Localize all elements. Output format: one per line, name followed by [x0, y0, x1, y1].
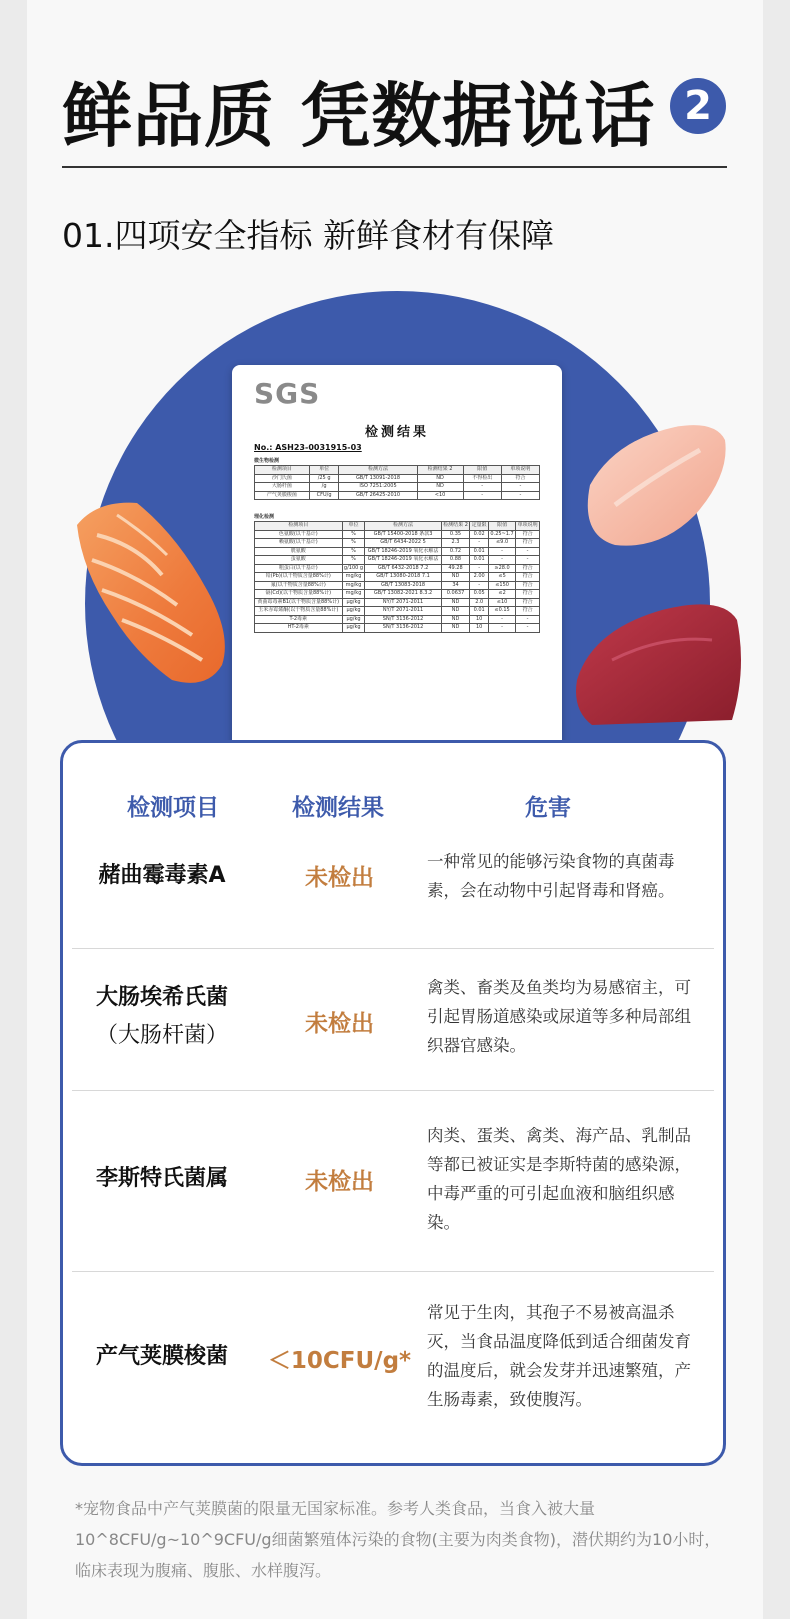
table-row: [72, 949, 714, 1090]
report-table-cell: -: [463, 491, 501, 500]
header-test-item: 检测项目: [127, 795, 219, 821]
report-table-cell: 氟(以干物质含量88%计): [255, 581, 343, 590]
report-table-cell: 大肠杆菌: [255, 483, 310, 492]
report-table-header: [255, 466, 540, 475]
report-table-cell: %: [342, 530, 365, 539]
table-row: [72, 829, 714, 922]
report-table-cell: GB/T 18246-2019 氧化水解法: [365, 556, 441, 565]
report-table-cell: ND: [417, 474, 463, 483]
report-table-cell: ND: [441, 624, 470, 633]
report-table-cell: 0.88: [441, 556, 470, 565]
report-table-cell: -: [463, 483, 501, 492]
report-table-cell: GB/T 18246-2019 氧化水解法: [365, 547, 441, 556]
report-table-cell: 符合: [501, 474, 539, 483]
report-table-cell: -: [516, 615, 540, 624]
row-harm: 肉类、蛋类、禽类、海产品、乳制品等都已被证实是李斯特菌的感染源，中毒严重的可引起血液和脑组织感染。: [427, 1126, 691, 1232]
report-table-cell: ≥28.0: [488, 564, 515, 573]
report-table-row: [255, 474, 540, 483]
row-item-alias: （大肠杆菌）: [95, 1023, 228, 1048]
sgs-logo: SGS: [254, 377, 321, 410]
report-table-cell: 限值: [463, 466, 501, 475]
report-table-cell: 符合: [516, 530, 540, 539]
section-subtitle: 01.四项安全指标 新鲜食材有保障: [62, 216, 554, 255]
row-item: 产气荚膜梭菌: [95, 1344, 228, 1369]
report-table-row: [255, 530, 540, 539]
report-table-cell: ≤150: [488, 581, 515, 590]
report-table-cell: 符合: [516, 590, 540, 599]
report-table-cell: 符合: [516, 581, 540, 590]
report-table-row: [255, 607, 540, 616]
report-table-cell: ≤9.0: [488, 539, 515, 548]
report-table-cell: 定量限: [471, 522, 487, 528]
report-table-cell: HT-2毒素: [255, 624, 343, 633]
report-table-cell: 胱氨酸: [255, 547, 343, 556]
report-table-cell: mg/kg: [342, 590, 365, 599]
table-row: [72, 1272, 714, 1452]
report-table-cell: 0.05: [470, 590, 489, 599]
report-table-cell: mg/kg: [342, 573, 365, 582]
report-table-cell: 检测结果 2: [417, 466, 463, 475]
report-table-row: [255, 483, 540, 492]
report-table-cell: CFU/g: [309, 491, 339, 500]
report-table-cell: 0.02: [470, 530, 489, 539]
report-table-cell: /g: [309, 483, 339, 492]
report-table-cell: -: [488, 556, 515, 565]
report-table-cell: 符合: [516, 598, 540, 607]
report-table-cell: -: [488, 624, 515, 633]
report-table-cell: 符合: [516, 573, 540, 582]
row-harm: 一种常见的能够污染食物的真菌毒素，会在动物中引起肾毒和肾癌。: [427, 852, 675, 900]
report-table-cell: GB/T 13083-2018: [365, 581, 441, 590]
report-table-cell: μg/kg: [342, 615, 365, 624]
report-table-cell: 单位: [342, 522, 365, 531]
report-table-cell: 0.72: [441, 547, 470, 556]
row-harm: 禽类、畜类及鱼类均为易感宿主，可引起胃肠道感染或尿道等多种局部组织器官感染。: [427, 978, 691, 1055]
report-table-cell: 单项说明: [517, 522, 538, 528]
row-item: [72, 979, 252, 1055]
row-result: 未检出: [305, 865, 374, 891]
report-table-cell: 符合: [516, 564, 540, 573]
report-table-cell: 色氨酸(以干基计): [255, 530, 343, 539]
report-table-cell: GB/T 13082-2021 8.3.2: [365, 590, 441, 599]
report-table-cell: ND: [441, 573, 470, 582]
report-section-microbiology: 微生物检测: [254, 458, 280, 464]
report-table-cell: 2.3: [441, 539, 470, 548]
report-table-cell: 2.00: [470, 573, 489, 582]
report-table-cell: μg/kg: [342, 624, 365, 633]
chicken-breast-image: [575, 415, 735, 565]
row-item: 赭曲霉毒素A: [98, 863, 226, 888]
report-table-microbiology: [254, 465, 540, 500]
report-table-cell: 镉(Cd)(以干物质含量88%计): [255, 590, 343, 599]
table-row: [72, 1091, 714, 1271]
report-table-cell: 产气荚膜梭菌: [255, 491, 310, 500]
report-table-cell: 0.01: [470, 547, 489, 556]
report-table-cell: /25 g: [309, 474, 339, 483]
report-table-cell: 检测方法: [365, 522, 441, 531]
report-table-cell: 赖氨酸(以干基计): [255, 539, 343, 548]
report-table-cell: -: [470, 564, 489, 573]
report-table-cell: 检测项目: [255, 466, 310, 475]
report-table-cell: ND: [417, 483, 463, 492]
report-table-cell: 符合: [516, 607, 540, 616]
report-table-cell: GB/T 26425-2010: [339, 491, 417, 500]
raw-beef-image: [572, 590, 752, 750]
report-table-cell: 沙门氏菌: [255, 474, 310, 483]
report-table-cell: GB/T 13091-2018: [339, 474, 417, 483]
row-result: 未检出: [305, 1169, 374, 1195]
report-table-cell: mg/kg: [342, 581, 365, 590]
report-table-cell: -: [516, 547, 540, 556]
report-table-row: [255, 598, 540, 607]
row-item-name: 大肠埃希氏菌: [95, 985, 228, 1010]
report-table-cell: %: [342, 539, 365, 548]
report-table-cell: GB/T 15400-2018 条款3: [365, 530, 441, 539]
page: [27, 0, 763, 1619]
report-table-cell: 0.0637: [441, 590, 470, 599]
sgs-test-report: [232, 365, 562, 765]
report-table-cell: GB/T 6434-2022 5: [365, 539, 441, 548]
report-section-physchem: 理化检测: [254, 514, 275, 520]
report-table-header: [255, 522, 540, 531]
report-table-row: [255, 539, 540, 548]
page-title: 鲜品质 凭数据说话: [62, 75, 656, 157]
salmon-image: [67, 495, 237, 695]
report-table-cell: ND: [441, 615, 470, 624]
report-table-cell: SN/T 3136-2012: [365, 624, 441, 633]
report-table-row: [255, 581, 540, 590]
header-test-result: 检测结果: [292, 795, 384, 821]
report-table-cell: -: [470, 539, 489, 548]
report-table-cell: 限值: [488, 522, 515, 531]
report-table-cell: 34: [441, 581, 470, 590]
report-table-cell: T-2毒素: [255, 615, 343, 624]
report-table-row: [255, 615, 540, 624]
report-table-cell: 铅(Pb)(以干物质含量88%计): [255, 573, 343, 582]
report-table-cell: 10: [470, 615, 489, 624]
report-table-physchem: [254, 521, 540, 633]
report-table-cell: 49.28: [441, 564, 470, 573]
report-table-row: [255, 491, 540, 500]
report-table-cell: -: [488, 547, 515, 556]
report-table-cell: GB/T 6432-2018 7.2: [365, 564, 441, 573]
report-table-row: [255, 624, 540, 633]
report-table-cell: NY/T 2071-2011: [365, 607, 441, 616]
report-table-cell: μg/kg: [342, 607, 365, 616]
report-table-cell: 0.35: [441, 530, 470, 539]
row-harm: 常见于生肉，其孢子不易被高温杀灭，当食品温度降低到适合细菌发育的温度后，就会发芽并迅速繁殖，产生肠毒素，致使腹泻。: [427, 1303, 691, 1409]
report-table-cell: SN/T 3136-2012: [365, 615, 441, 624]
report-table-cell: -: [516, 556, 540, 565]
report-table-cell: 单位: [309, 466, 339, 475]
header-hazard: 危害: [525, 795, 571, 821]
row-item: 李斯特氏菌属: [95, 1166, 228, 1191]
report-table-cell: ISO 7251:2005: [339, 483, 417, 492]
report-table-row: [255, 590, 540, 599]
report-table-cell: ND: [441, 607, 470, 616]
report-table-cell: 粗蛋白(以干基计): [255, 564, 343, 573]
report-table-cell: %: [342, 556, 365, 565]
report-table-cell: -: [470, 581, 489, 590]
report-table-cell: <10: [417, 491, 463, 500]
report-table-cell: 不得检出: [463, 474, 501, 483]
report-table-cell: 0.01: [470, 607, 489, 616]
report-number: No.: ASH23-0031915-03: [254, 443, 362, 452]
report-table-row: [255, 547, 540, 556]
report-table-cell: 检测结果 2: [443, 522, 468, 528]
report-table-cell: 蛋氨酸: [255, 556, 343, 565]
report-table-cell: ≤5: [488, 573, 515, 582]
test-results-card: [60, 740, 726, 1466]
report-table-cell: g/100 g: [343, 564, 364, 571]
report-table-cell: -: [516, 624, 540, 633]
report-table-cell: -: [488, 615, 515, 624]
report-table-cell: %: [342, 547, 365, 556]
row-result: 未检出: [305, 1011, 374, 1037]
report-table-cell: μg/kg: [342, 598, 365, 607]
report-table-row: [255, 564, 540, 573]
report-table-cell: 黄曲霉毒素B1(以干物质含量88%计): [255, 598, 343, 607]
report-table-cell: ≤10: [488, 598, 515, 607]
report-table-cell: 玉米赤霉烯酮(以干物质含量88%计): [255, 607, 343, 616]
report-title: 检测结果: [364, 425, 429, 440]
report-table-cell: 2.0: [470, 598, 489, 607]
report-table-cell: 检测项目: [255, 522, 343, 531]
report-table-cell: -: [501, 483, 539, 492]
report-table-cell: -: [501, 491, 539, 500]
report-table-row: [255, 556, 540, 565]
report-table-cell: 符合: [516, 539, 540, 548]
report-table-cell: 单项说明: [501, 466, 539, 475]
report-table-row: [255, 573, 540, 582]
report-table-cell: 0.25~1.7: [490, 530, 514, 537]
report-table-cell: ≤0.15: [488, 607, 515, 616]
footnote: *宠物食品中产气荚膜菌的限量无国家标准。参考人类食品，当食入被大量10^8CFU/g~10^9CFU/g细菌繁殖体污染的食物(主要为肉类食物)，潜伏期约为10小时，临床表现为腹痛、腹胀、水样腹泻。: [75, 1499, 721, 1580]
title-divider: [62, 166, 727, 168]
report-table-cell: 0.01: [470, 556, 489, 565]
report-table-cell: 检测方法: [339, 466, 417, 475]
report-table-cell: GB/T 13080-2018 7.1: [365, 573, 441, 582]
report-table-cell: ND: [441, 598, 470, 607]
row-result: ＜10CFU/g*: [267, 1348, 412, 1374]
report-table-cell: 10: [470, 624, 489, 633]
section-number-badge: 2: [670, 78, 726, 134]
report-table-cell: ≤2: [488, 590, 515, 599]
report-table-cell: NY/T 2071-2011: [365, 598, 441, 607]
